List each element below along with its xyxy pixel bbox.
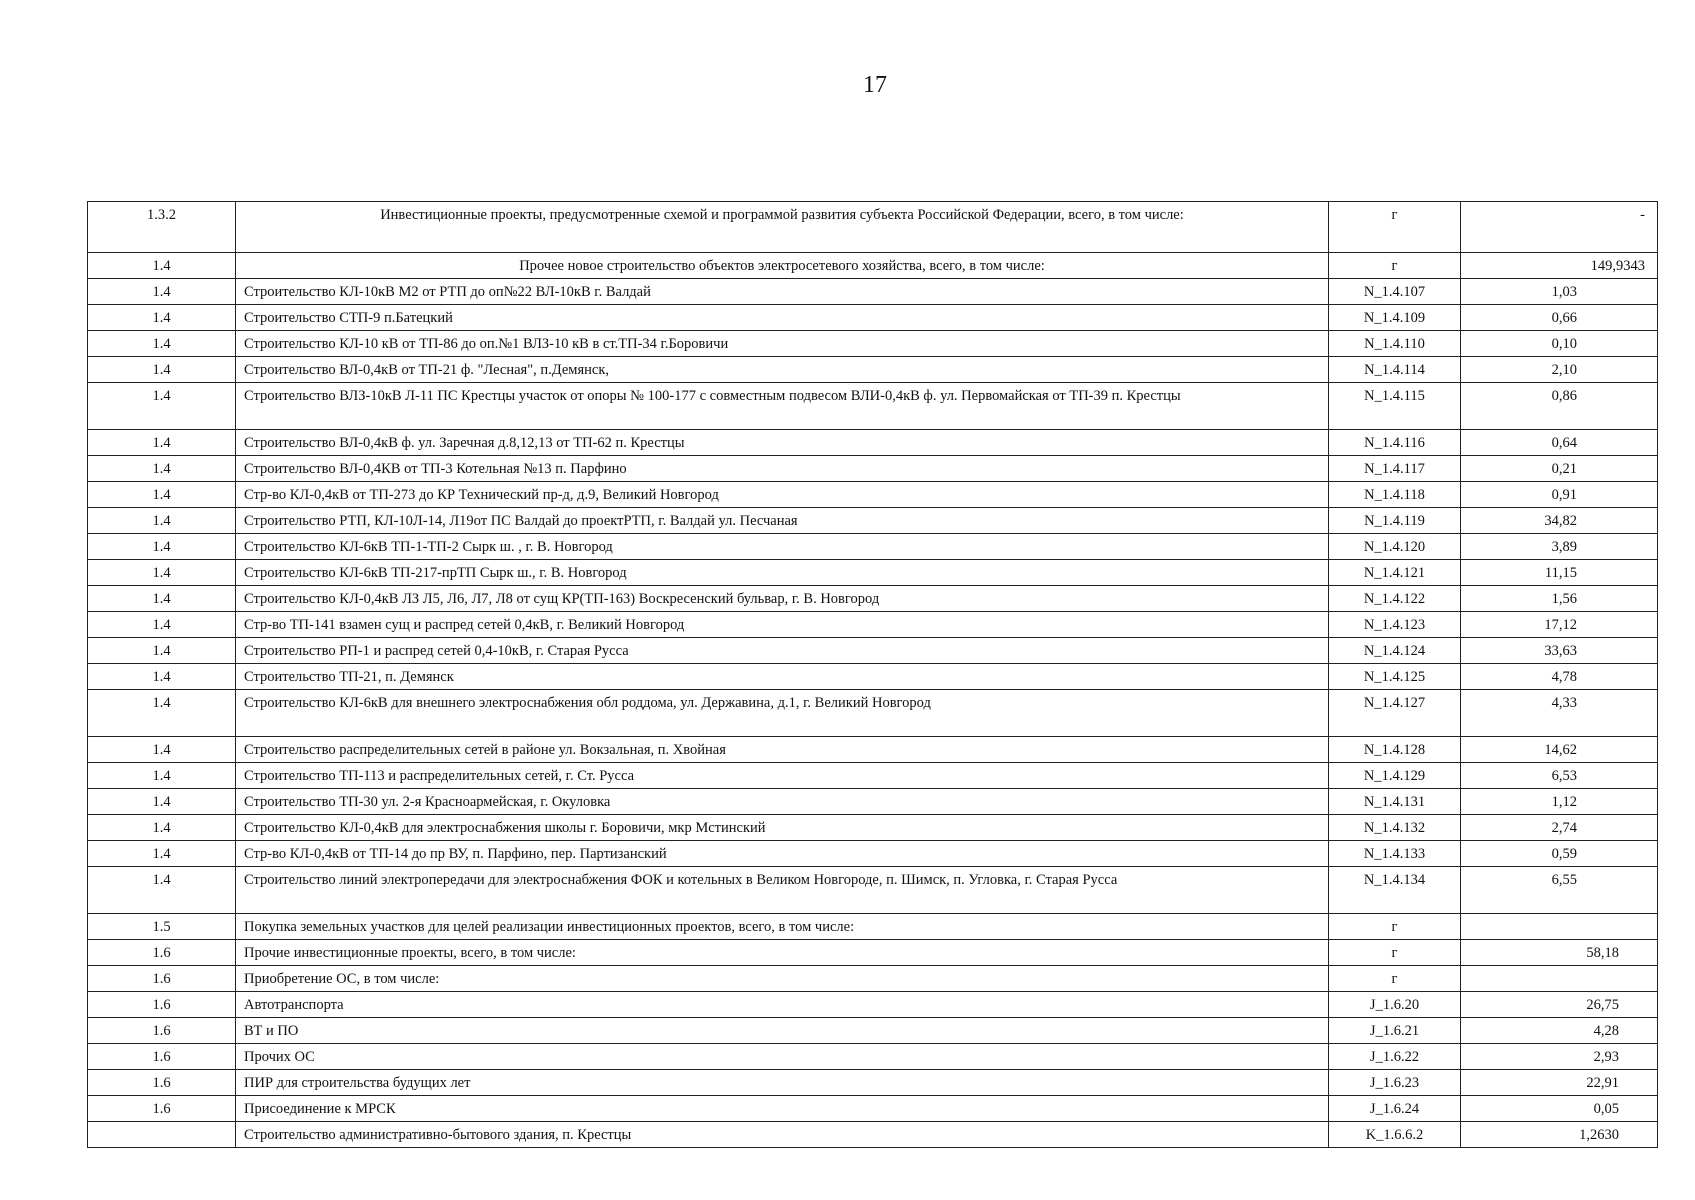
row-name-cell: Строительство РП-1 и распред сетей 0,4-10кВ, г. Старая Русса [236, 638, 1329, 664]
row-code-cell: г [1329, 940, 1461, 966]
row-value-cell: 1,2630 [1461, 1122, 1658, 1148]
row-name-cell: Строительство КЛ-0,4кВ ЛЗ Л5, Л6, Л7, Л8 от сущ КР(ТП-163) Воскресенский бульвар, г. В. Новгород [236, 586, 1329, 612]
row-number-cell: 1.6 [88, 1044, 236, 1070]
table-row [88, 534, 1658, 560]
row-value-cell: 0,05 [1461, 1096, 1658, 1122]
row-name-cell: Строительство СТП-9 п.Батецкий [236, 305, 1329, 331]
row-name-cell: Строительство РТП, КЛ-10Л-14, Л19от ПС Валдай до проектРТП, г. Валдай ул. Песчаная [236, 508, 1329, 534]
row-name-cell: ПИР для строительства будущих лет [236, 1070, 1329, 1096]
row-number-cell: 1.6 [88, 1018, 236, 1044]
row-number-cell: 1.4 [88, 279, 236, 305]
row-name-cell: Прочие инвестиционные проекты, всего, в том числе: [236, 940, 1329, 966]
table-row [88, 638, 1658, 664]
table-row [88, 202, 1658, 253]
table-row [88, 966, 1658, 992]
row-number-cell: 1.6 [88, 1096, 236, 1122]
table-row [88, 914, 1658, 940]
row-number-cell: 1.4 [88, 508, 236, 534]
row-code-cell: г [1329, 966, 1461, 992]
row-code-cell: г [1329, 202, 1461, 253]
row-name-cell: Строительство КЛ-0,4кВ для электроснабжения школы г. Боровичи, мкр Мстинский [236, 815, 1329, 841]
row-value-cell: 11,15 [1461, 560, 1658, 586]
row-number-cell: 1.4 [88, 331, 236, 357]
row-value-cell: 4,28 [1461, 1018, 1658, 1044]
row-name-cell: Присоединение к МРСК [236, 1096, 1329, 1122]
row-number-cell: 1.4 [88, 690, 236, 737]
row-name-cell: Автотранспорта [236, 992, 1329, 1018]
row-code-cell: N_1.4.132 [1329, 815, 1461, 841]
row-value-cell: 4,78 [1461, 664, 1658, 690]
table-row [88, 279, 1658, 305]
row-code-cell: N_1.4.118 [1329, 482, 1461, 508]
table-row [88, 664, 1658, 690]
row-name-cell: Строительство ВЛЗ-10кВ Л-11 ПС Крестцы участок от опоры № 100-177 с совместным подвесом ВЛИ-0,4кВ ф. ул. Первомайская от ТП-39 п. Крестцы [236, 383, 1329, 430]
row-value-cell: 2,10 [1461, 357, 1658, 383]
row-value-cell: 1,12 [1461, 789, 1658, 815]
table-row [88, 737, 1658, 763]
row-number-cell: 1.4 [88, 841, 236, 867]
row-code-cell: N_1.4.109 [1329, 305, 1461, 331]
row-value-cell: - [1461, 202, 1658, 253]
row-name-cell: Строительство ВЛ-0,4КВ от ТП-3 Котельная №13 п. Парфино [236, 456, 1329, 482]
row-name-cell: Строительство ВЛ-0,4кВ от ТП-21 ф. "Лесная", п.Демянск, [236, 357, 1329, 383]
row-name-cell: Строительство линий электропередачи для электроснабжения ФОК и котельных в Великом Новгороде, п. Шимск, п. Угловка, г. Старая Русса [236, 867, 1329, 914]
row-number-cell: 1.6 [88, 992, 236, 1018]
row-number-cell: 1.4 [88, 763, 236, 789]
row-code-cell: N_1.4.123 [1329, 612, 1461, 638]
row-value-cell: 33,63 [1461, 638, 1658, 664]
row-value-cell: 1,56 [1461, 586, 1658, 612]
row-name-cell: Строительство ТП-21, п. Демянск [236, 664, 1329, 690]
row-value-cell: 58,18 [1461, 940, 1658, 966]
row-value-cell: 26,75 [1461, 992, 1658, 1018]
row-code-cell: K_1.6.6.2 [1329, 1122, 1461, 1148]
investment-table [87, 201, 1658, 1148]
row-name-cell: Строительство ВЛ-0,4кВ ф. ул. Заречная д.8,12,13 от ТП-62 п. Крестцы [236, 430, 1329, 456]
table-row [88, 508, 1658, 534]
row-number-cell: 1.4 [88, 737, 236, 763]
row-number-cell [88, 1122, 236, 1148]
table-row [88, 763, 1658, 789]
table-row [88, 586, 1658, 612]
row-value-cell: 22,91 [1461, 1070, 1658, 1096]
table-row [88, 456, 1658, 482]
row-code-cell: N_1.4.119 [1329, 508, 1461, 534]
row-code-cell: N_1.4.133 [1329, 841, 1461, 867]
row-number-cell: 1.4 [88, 253, 236, 279]
row-name-cell: Строительство КЛ-10кВ М2 от РТП до оп№22 ВЛ-10кВ г. Валдай [236, 279, 1329, 305]
row-name-cell: Прочее новое строительство объектов электросетевого хозяйства, всего, в том числе: [236, 253, 1329, 279]
row-code-cell: N_1.4.127 [1329, 690, 1461, 737]
row-number-cell: 1.6 [88, 1070, 236, 1096]
table-row [88, 815, 1658, 841]
row-code-cell: г [1329, 914, 1461, 940]
row-value-cell [1461, 914, 1658, 940]
table-row [88, 253, 1658, 279]
page-number: 17 [863, 72, 887, 98]
row-name-cell: Строительство ТП-30 ул. 2-я Красноармейская, г. Окуловка [236, 789, 1329, 815]
row-code-cell: J_1.6.24 [1329, 1096, 1461, 1122]
row-name-cell: Приобретение ОС, в том числе: [236, 966, 1329, 992]
row-code-cell: J_1.6.21 [1329, 1018, 1461, 1044]
row-value-cell: 0,10 [1461, 331, 1658, 357]
row-code-cell: J_1.6.20 [1329, 992, 1461, 1018]
row-value-cell: 0,59 [1461, 841, 1658, 867]
row-number-cell: 1.4 [88, 560, 236, 586]
row-number-cell: 1.4 [88, 664, 236, 690]
row-number-cell: 1.4 [88, 482, 236, 508]
row-value-cell: 3,89 [1461, 534, 1658, 560]
row-code-cell: J_1.6.23 [1329, 1070, 1461, 1096]
table-row [88, 1018, 1658, 1044]
row-value-cell: 0,64 [1461, 430, 1658, 456]
row-code-cell: N_1.4.124 [1329, 638, 1461, 664]
table-row [88, 305, 1658, 331]
row-name-cell: Стр-во КЛ-0,4кВ от ТП-14 до пр ВУ, п. Парфино, пер. Партизанский [236, 841, 1329, 867]
row-code-cell: N_1.4.115 [1329, 383, 1461, 430]
table-row [88, 1070, 1658, 1096]
table-row [88, 841, 1658, 867]
row-code-cell: N_1.4.114 [1329, 357, 1461, 383]
row-code-cell: N_1.4.110 [1329, 331, 1461, 357]
row-name-cell: Строительство КЛ-6кВ ТП-1-ТП-2 Сырк ш. , г. В. Новгород [236, 534, 1329, 560]
row-code-cell: N_1.4.121 [1329, 560, 1461, 586]
row-value-cell: 1,03 [1461, 279, 1658, 305]
row-value-cell: 0,21 [1461, 456, 1658, 482]
row-value-cell: 0,66 [1461, 305, 1658, 331]
row-code-cell: N_1.4.120 [1329, 534, 1461, 560]
table-row [88, 331, 1658, 357]
row-number-cell: 1.4 [88, 867, 236, 914]
table-row [88, 560, 1658, 586]
row-number-cell: 1.4 [88, 456, 236, 482]
row-code-cell: г [1329, 253, 1461, 279]
row-value-cell: 34,82 [1461, 508, 1658, 534]
row-code-cell: N_1.4.128 [1329, 737, 1461, 763]
row-name-cell: Строительство распределительных сетей в районе ул. Вокзальная, п. Хвойная [236, 737, 1329, 763]
row-value-cell: 0,86 [1461, 383, 1658, 430]
row-value-cell: 14,62 [1461, 737, 1658, 763]
table-row [88, 992, 1658, 1018]
table-row [88, 690, 1658, 737]
row-value-cell [1461, 966, 1658, 992]
row-name-cell: Прочих ОС [236, 1044, 1329, 1070]
row-code-cell: N_1.4.107 [1329, 279, 1461, 305]
row-number-cell: 1.4 [88, 383, 236, 430]
row-code-cell: N_1.4.125 [1329, 664, 1461, 690]
row-code-cell: N_1.4.116 [1329, 430, 1461, 456]
row-value-cell: 149,9343 [1461, 253, 1658, 279]
row-number-cell: 1.4 [88, 430, 236, 456]
row-name-cell: Строительство КЛ-6кВ для внешнего электроснабжения обл роддома, ул. Державина, д.1, г. Великий Новгород [236, 690, 1329, 737]
row-code-cell: N_1.4.134 [1329, 867, 1461, 914]
row-name-cell: Стр-во КЛ-0,4кВ от ТП-273 до КР Технический пр-д, д.9, Великий Новгород [236, 482, 1329, 508]
table-row [88, 1096, 1658, 1122]
row-code-cell: N_1.4.122 [1329, 586, 1461, 612]
row-code-cell: N_1.4.131 [1329, 789, 1461, 815]
table-row [88, 357, 1658, 383]
table-row [88, 482, 1658, 508]
row-number-cell: 1.4 [88, 534, 236, 560]
row-number-cell: 1.4 [88, 612, 236, 638]
row-name-cell: Строительство административно-бытового здания, п. Крестцы [236, 1122, 1329, 1148]
row-value-cell: 6,53 [1461, 763, 1658, 789]
row-number-cell: 1.4 [88, 357, 236, 383]
row-name-cell: Покупка земельных участков для целей реализации инвестиционных проектов, всего, в том числе: [236, 914, 1329, 940]
row-name-cell: Стр-во ТП-141 взамен сущ и распред сетей 0,4кВ, г. Великий Новгород [236, 612, 1329, 638]
row-number-cell: 1.6 [88, 940, 236, 966]
row-value-cell: 6,55 [1461, 867, 1658, 914]
row-number-cell: 1.3.2 [88, 202, 236, 253]
table-row [88, 940, 1658, 966]
row-code-cell: N_1.4.129 [1329, 763, 1461, 789]
table-row [88, 1122, 1658, 1148]
table-row [88, 383, 1658, 430]
row-code-cell: N_1.4.117 [1329, 456, 1461, 482]
row-value-cell: 2,74 [1461, 815, 1658, 841]
row-number-cell: 1.4 [88, 305, 236, 331]
table-row [88, 867, 1658, 914]
row-value-cell: 2,93 [1461, 1044, 1658, 1070]
table-row [88, 1044, 1658, 1070]
row-number-cell: 1.6 [88, 966, 236, 992]
table-body [88, 202, 1658, 1148]
row-number-cell: 1.4 [88, 815, 236, 841]
table-row [88, 612, 1658, 638]
row-name-cell: Строительство ТП-113 и распределительных сетей, г. Ст. Русса [236, 763, 1329, 789]
table-row [88, 430, 1658, 456]
row-name-cell: Инвестиционные проекты, предусмотренные схемой и программой развития субъекта Российской Федерации, всего, в том числе: [236, 202, 1329, 253]
row-number-cell: 1.4 [88, 586, 236, 612]
row-code-cell: J_1.6.22 [1329, 1044, 1461, 1070]
row-value-cell: 4,33 [1461, 690, 1658, 737]
table-row [88, 789, 1658, 815]
row-value-cell: 0,91 [1461, 482, 1658, 508]
row-name-cell: ВТ и ПО [236, 1018, 1329, 1044]
row-number-cell: 1.5 [88, 914, 236, 940]
row-number-cell: 1.4 [88, 638, 236, 664]
row-name-cell: Строительство КЛ-10 кВ от ТП-86 до оп.№1 ВЛЗ-10 кВ в ст.ТП-34 г.Боровичи [236, 331, 1329, 357]
row-number-cell: 1.4 [88, 789, 236, 815]
row-value-cell: 17,12 [1461, 612, 1658, 638]
row-name-cell: Строительство КЛ-6кВ ТП-217-прТП Сырк ш., г. В. Новгород [236, 560, 1329, 586]
